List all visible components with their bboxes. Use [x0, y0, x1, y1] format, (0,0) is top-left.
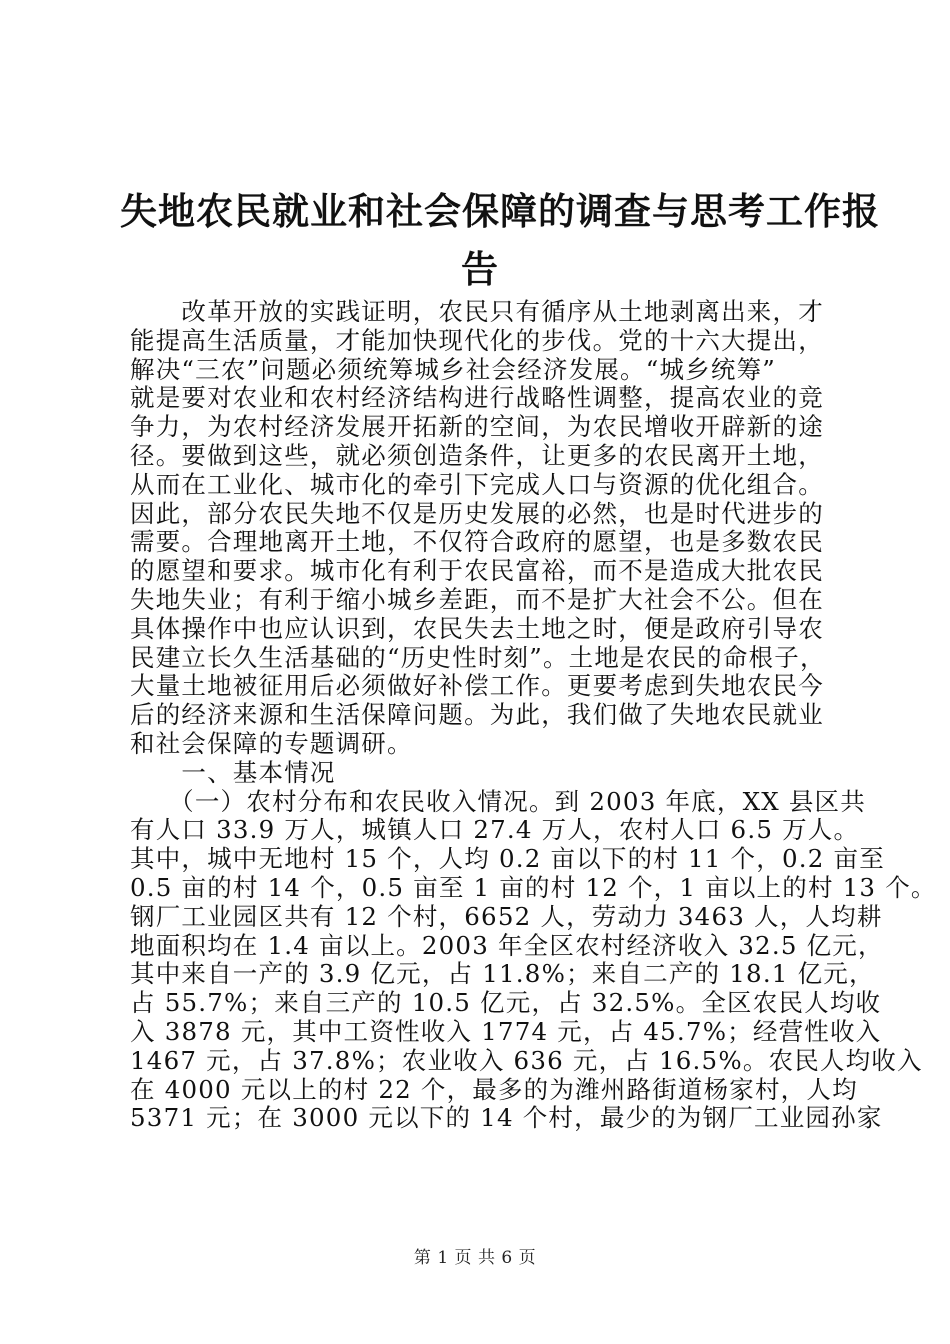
- document-title: [120, 182, 880, 298]
- body-line: 民建立长久生活基础的“历史性时刻”。土地是农民的命根子，: [130, 642, 826, 672]
- page-footer: [0, 1243, 950, 1268]
- section-heading: 一、基本情况: [130, 757, 336, 787]
- body-line: 就是要对农业和农村经济结构进行战略性调整，提高农业的竞: [130, 383, 824, 413]
- body-line: 有人口 33.9 万人，城镇人口 27.4 万人，农村人口 6.5 万人。: [130, 815, 860, 845]
- body-line: 能提高生活质量，才能加快现代化的步伐。党的十六大提出，: [130, 325, 824, 355]
- body-line: 改革开放的实践证明，农民只有循序从土地剥离出来，才: [130, 297, 824, 326]
- body-line: 占 55.7%；来自三产的 10.5 亿元，占 32.5%。全区农民人均收: [130, 988, 882, 1018]
- body-line: 失地失业；有利于缩小城乡差距，而不是扩大社会不公。但在: [130, 584, 824, 614]
- body-line: 其中来自一产的 3.9 亿元，占 11.8%；来自二产的 18.1 亿元，: [130, 959, 875, 989]
- body-line: 的愿望和要求。城市化有利于农民富裕，而不是造成大批农民: [130, 556, 824, 586]
- body-line: 解决“三农”问题必须统筹城乡社会经济发展。“城乡统筹”: [130, 354, 776, 384]
- body-line: 大量土地被征用后必须做好补偿工作。更要考虑到失地农民今: [130, 671, 824, 701]
- page-number: 第 1 页 共 6 页: [413, 1248, 537, 1268]
- body-line: 0.5 亩的村 14 个，0.5 亩至 1 亩的村 12 个，1 亩以上的村 13 个。: [130, 872, 937, 902]
- body-line: （一）农村分布和农民收入情况。到 2003 年底，XX 县区共: [130, 786, 866, 816]
- body-line: 径。要做到这些，就必须创造条件，让更多的农民离开土地，: [130, 440, 824, 470]
- document-body: [130, 297, 937, 1133]
- title-line: 失地农民就业和社会保障的调查与思考工作报: [120, 189, 880, 233]
- body-line: 争力，为农村经济发展开拓新的空间，为农民增收开辟新的途: [130, 412, 824, 442]
- body-line: 需要。合理地离开土地，不仅符合政府的愿望，也是多数农民: [130, 527, 824, 557]
- title-line: 告: [461, 247, 499, 291]
- body-line: 5371 元；在 3000 元以下的 14 个村，最少的为钢厂工业园孙家: [130, 1103, 883, 1133]
- body-line: 从而在工业化、城市化的牵引下完成人口与资源的优化组合。: [130, 469, 824, 499]
- body-line: 后的经济来源和生活保障问题。为此，我们做了失地农民就业: [130, 700, 824, 730]
- body-line: 在 4000 元以上的村 22 个，最多的为潍州路街道杨家村，人均: [130, 1074, 858, 1104]
- body-line: 钢厂工业园区共有 12 个村，6652 人，劳动力 3463 人，人均耕: [130, 901, 883, 931]
- body-line: 和社会保障的专题调研。: [130, 728, 413, 758]
- body-line: 因此，部分农民失地不仅是历史发展的必然，也是时代进步的: [130, 498, 824, 528]
- body-line: 1467 元，占 37.8%；农业收入 636 元，占 16.5%。农民人均收入: [130, 1045, 923, 1075]
- body-line: 具体操作中也应认识到，农民失去土地之时，便是政府引导农: [130, 613, 824, 643]
- body-line: 地面积均在 1.4 亩以上。2003 年全区农村经济收入 32.5 亿元，: [130, 930, 884, 960]
- body-line: 入 3878 元，其中工资性收入 1774 元，占 45.7%；经营性收入: [130, 1016, 882, 1046]
- body-line: 其中，城中无地村 15 个，人均 0.2 亩以下的村 11 个，0.2 亩至: [130, 844, 885, 874]
